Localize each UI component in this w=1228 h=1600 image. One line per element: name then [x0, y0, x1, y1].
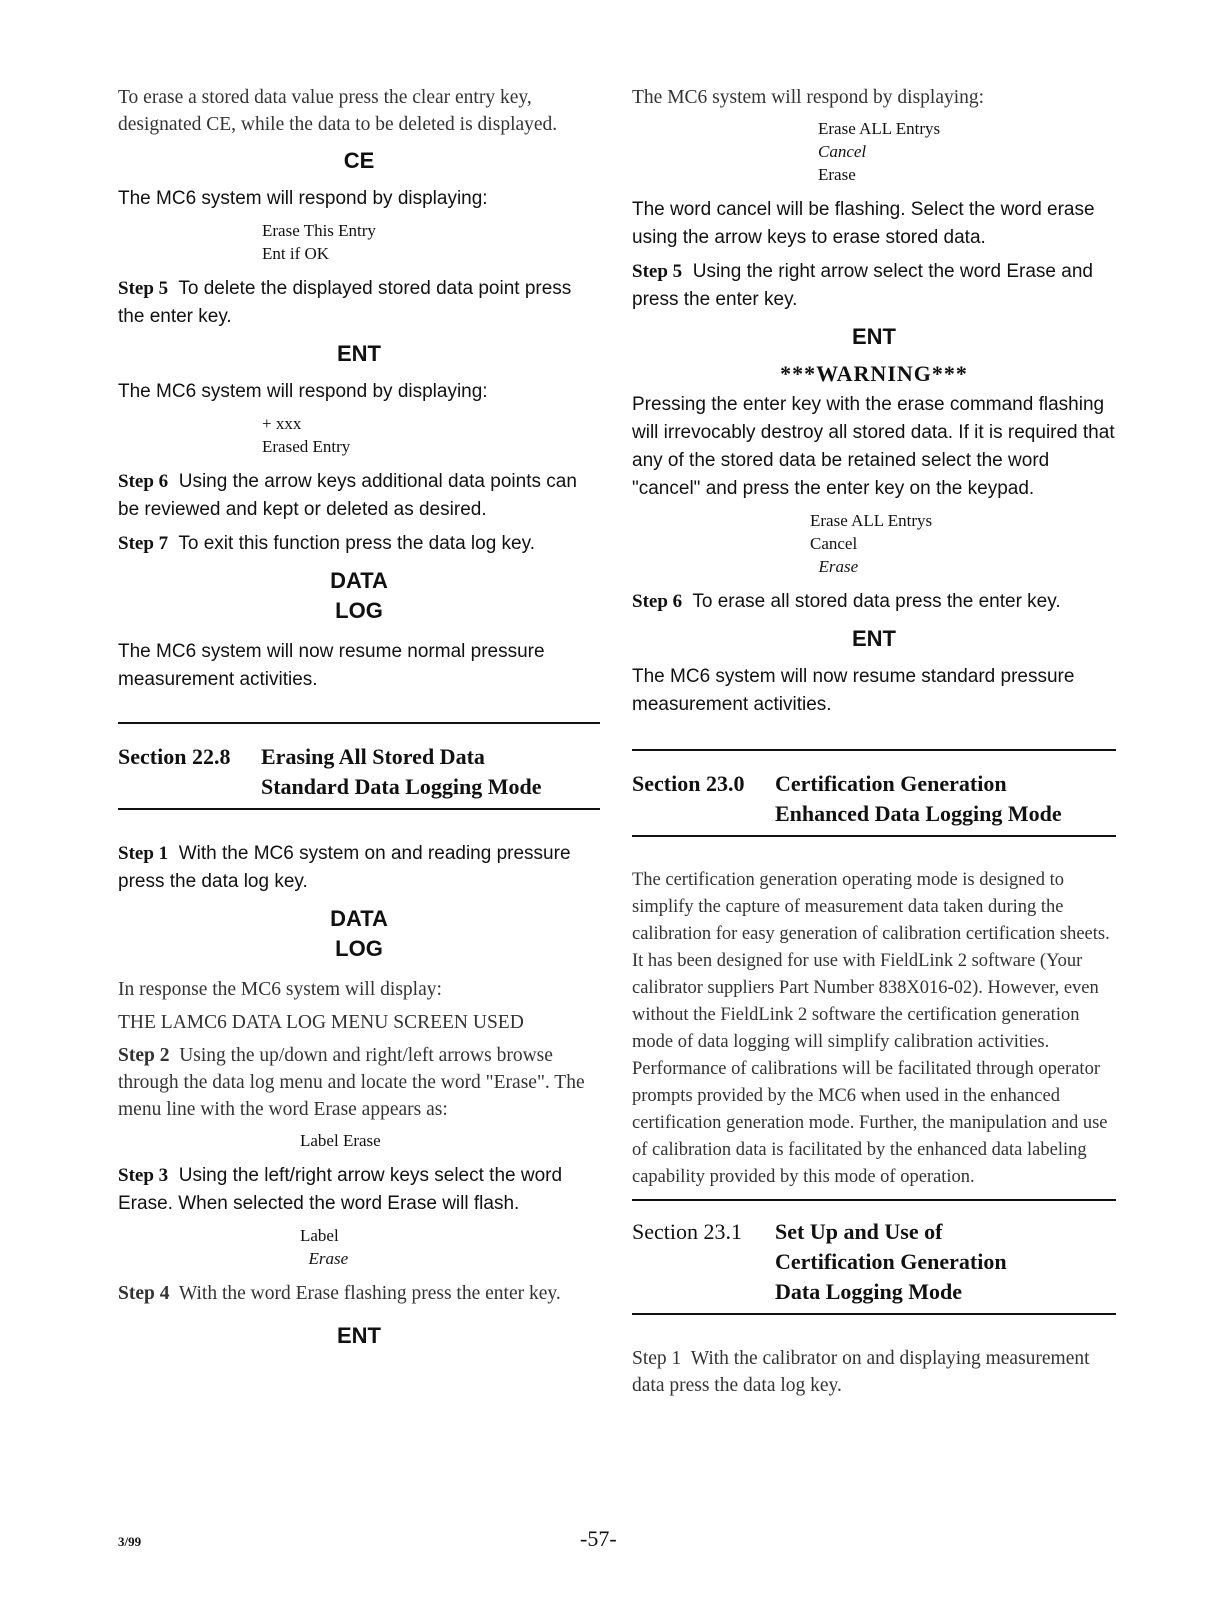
in-response-text: In response the MC6 system will display:: [118, 979, 442, 1000]
step-5-select-erase: [632, 258, 1116, 314]
key-data-log-2: [118, 904, 600, 964]
display-line: [818, 140, 1116, 186]
step-7-exit: [118, 530, 600, 558]
display-label-erase-flashing: [300, 1224, 600, 1270]
display-line: Label Erase: [300, 1131, 381, 1150]
display-line: Erase ALL Entrys: [810, 511, 933, 530]
flashing-text: The word cancel will be flashing. Select the word erase using the arrow keys to erase stored data.: [632, 199, 1095, 248]
step-label: Step 1: [118, 843, 169, 864]
step-text: With the calibrator on and displaying measurement data press the data log key.: [632, 1348, 1090, 1396]
warning-heading: ***WARNING***: [780, 361, 968, 386]
section-step-3: [118, 1162, 600, 1218]
right-column: [632, 84, 1116, 1405]
certification-paragraph: The certification generation operating mode is designed to simplify the capture of measurement data taken during the calibration for easy generation of calibration certification sheets. It has been designed for use with FieldLink 2 software (Your calibrator suppliers Part Number 838X016-02). However, even without the FieldLink 2 software the certification generation mode of data logging will simplify calibration activities. Performance of calibrations will be facilitated through operator prompts provided by the MC6 when used in the enhanced certification generation mode. Further, the manipulation and use of calibration data is facilitated by the enhanced data labeling capability provided by this mode of operation.: [632, 870, 1110, 1187]
section-titles: [775, 769, 1116, 829]
step-text: To exit this function press the data log key.: [178, 533, 535, 554]
left-column: [118, 84, 600, 1360]
section-title-line: Set Up and Use of: [775, 1219, 943, 1244]
respond-text: The MC6 system will respond by displaying:: [632, 87, 985, 108]
key-line: LOG: [335, 936, 383, 961]
key-data-log-1: [118, 566, 600, 626]
section-step-1: [118, 840, 600, 896]
screen-used-text: THE LAMC6 DATA LOG MENU SCREEN USED: [118, 1012, 524, 1033]
display-erase-all-cancel: [818, 117, 1116, 186]
step-label: Step 5: [632, 261, 683, 282]
display-line: + xxx: [262, 414, 302, 433]
display-line: Ent if OK: [262, 244, 330, 263]
display-word: Erase: [818, 165, 856, 184]
key-line: LOG: [335, 598, 383, 623]
display-word-italic: Erase: [308, 1249, 349, 1268]
step-text: With the word Erase flashing press the enter key.: [178, 1283, 561, 1304]
respond-text-1: The MC6 system will respond by displaying:: [118, 188, 488, 209]
display-line: Erased Entry: [262, 437, 351, 456]
step-label: Step 1: [632, 1348, 682, 1369]
step-text: Using the up/down and right/left arrows browse through the data log menu and locate the word "Erase". The menu line with the word Erase appears as:: [118, 1045, 585, 1120]
display-erased-entry: [262, 412, 600, 458]
section-number: Section 22.8: [118, 744, 231, 769]
step-label: Step 2: [118, 1045, 170, 1066]
step-6-erase-all: [632, 588, 1116, 616]
intro-paragraph: To erase a stored data value press the clear entry key, designated CE, while the data to be deleted is displayed.: [118, 87, 558, 135]
display-line: [810, 532, 1116, 578]
section-title-line: Data Logging Mode: [775, 1279, 962, 1304]
section-titles: [775, 1217, 1116, 1307]
step-text: Using the left/right arrow keys select the word Erase. When selected the word Erase will flash.: [118, 1165, 563, 1214]
section-number: Section 23.1: [632, 1219, 742, 1244]
section-22-8-heading: [118, 722, 600, 810]
display-erase-this-entry: [262, 219, 600, 265]
display-line: Erase ALL Entrys: [818, 119, 941, 138]
step-text: Using the right arrow select the word Erase and press the enter key.: [632, 261, 1093, 310]
key-ent-1: ENT: [337, 341, 381, 366]
step-label: Step 6: [632, 591, 683, 612]
section-titles: [261, 742, 600, 802]
key-ent-2: ENT: [337, 1323, 381, 1348]
key-ent-4: ENT: [852, 626, 896, 651]
display-word: Label: [300, 1226, 339, 1245]
footer-date: 3/99: [118, 1534, 142, 1549]
step-text: To erase all stored data press the enter key.: [692, 591, 1061, 612]
step-label: Step 3: [118, 1165, 169, 1186]
display-erase-all-erase: [810, 509, 1116, 578]
page-number: -57-: [580, 1526, 617, 1551]
section-title-line: Enhanced Data Logging Mode: [775, 801, 1062, 826]
warning-text: Pressing the enter key with the erase command flashing will irrevocably destroy all stored data. If it is required that any of the stored data be retained select the word "cancel" and press the enter key on the keypad.: [632, 394, 1115, 499]
display-word-italic: Erase: [818, 557, 859, 576]
display-line: [300, 1224, 600, 1270]
section-title-line: Standard Data Logging Mode: [261, 774, 542, 799]
display-label-erase: [300, 1129, 600, 1152]
section-step-4: [118, 1280, 600, 1307]
section-step-1: [632, 1345, 1116, 1399]
step-text: To delete the displayed stored data point press the enter key.: [118, 278, 572, 327]
section-number: Section 23.0: [632, 771, 745, 796]
section-23-0-heading: [632, 749, 1116, 837]
display-word-italic: Cancel: [818, 142, 867, 161]
step-label: Step 6: [118, 471, 169, 492]
step-5-delete: [118, 275, 600, 331]
step-label: Step 7: [118, 533, 169, 554]
key-ce: CE: [343, 148, 375, 173]
section-title-line: Certification Generation: [775, 771, 1007, 796]
section-title-line: Certification Generation: [775, 1249, 1007, 1274]
section-23-1-heading: [632, 1199, 1116, 1315]
step-label: Step 4: [118, 1283, 170, 1304]
key-line: DATA: [330, 906, 388, 931]
display-line: Erase This Entry: [262, 221, 376, 240]
step-text: With the MC6 system on and reading pressure press the data log key.: [118, 843, 571, 892]
step-6-review: [118, 468, 600, 524]
step-text: Using the arrow keys additional data points can be reviewed and kept or deleted as desired.: [118, 471, 577, 520]
key-ent-3: ENT: [852, 324, 896, 349]
resume-text: The MC6 system will now resume standard pressure measurement activities.: [632, 666, 1075, 715]
resume-text: The MC6 system will now resume normal pressure measurement activities.: [118, 641, 545, 690]
section-step-2: [118, 1042, 600, 1123]
respond-text-2: The MC6 system will respond by displaying:: [118, 381, 488, 402]
key-line: DATA: [330, 568, 388, 593]
display-word: Cancel: [810, 534, 858, 553]
step-label: Step 5: [118, 278, 169, 299]
section-title-line: Erasing All Stored Data: [261, 744, 485, 769]
